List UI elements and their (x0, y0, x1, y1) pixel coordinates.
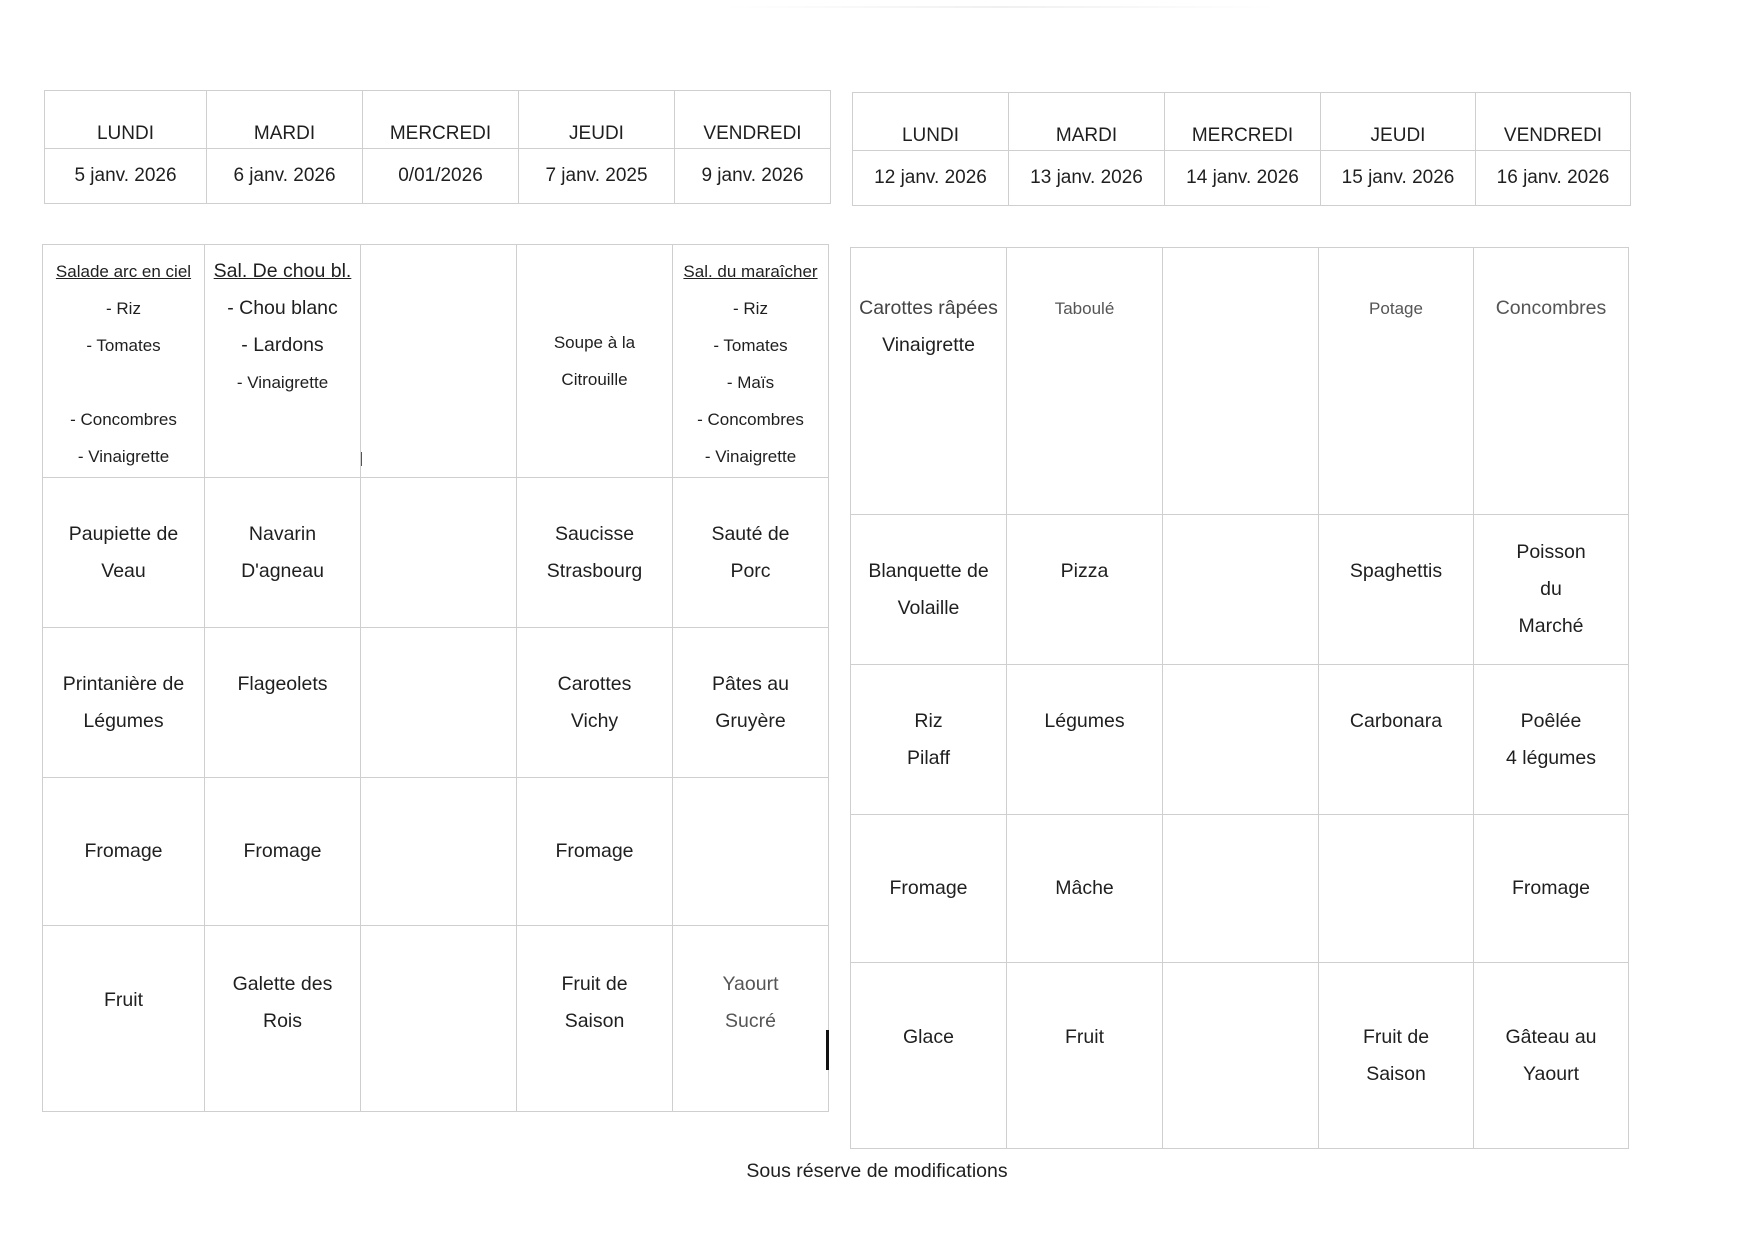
week1-lundi-dessert (43, 926, 205, 1112)
week1-lundi-cheese: Fromage (43, 778, 205, 926)
starter-item: - Vinaigrette (704, 447, 797, 466)
side-line: Carbonara (1349, 710, 1443, 732)
week1-day-lundi: LUNDI (45, 91, 207, 149)
week2-day-jeudi: JEUDI (1321, 93, 1476, 151)
week2-date-mercredi: 14 janv. 2026 (1165, 151, 1321, 206)
starter-item: - Vinaigrette (77, 447, 170, 466)
main-line: Spaghettis (1349, 560, 1443, 582)
week2-date-mardi: 13 janv. 2026 (1009, 151, 1165, 206)
week1-date-mardi: 6 janv. 2026 (207, 149, 363, 204)
main-line: Navarin (248, 522, 317, 545)
starter-line: Potage (1369, 299, 1423, 318)
week2-mercredi-cheese (1163, 815, 1319, 963)
week2-vendredi-dessert (1474, 963, 1629, 1149)
starter-item: - Concombres (697, 410, 804, 429)
week2-date-vendredi: 16 janv. 2026 (1476, 151, 1631, 206)
week2-jeudi-main (1319, 515, 1474, 665)
dessert-line: Galette des (232, 972, 333, 995)
week2-jeudi-side (1319, 665, 1474, 815)
week2-lundi-main (851, 515, 1007, 665)
main-line: Pizza (1060, 560, 1109, 582)
week2-vendredi-side (1474, 665, 1629, 815)
week2-date-jeudi: 15 janv. 2026 (1321, 151, 1476, 206)
starter-line: Concombres (1495, 297, 1607, 319)
week1-mercredi-dessert (361, 926, 517, 1112)
starter-line: Citrouille (561, 370, 628, 389)
week2-mardi-side (1007, 665, 1163, 815)
dessert-line: Fruit de (561, 972, 628, 995)
side-line: Légumes (83, 709, 164, 732)
week1-jeudi-starter (517, 245, 673, 478)
week2-jeudi-cheese (1319, 815, 1474, 963)
dessert-line: Saison (564, 1009, 625, 1032)
main-line: Strasbourg (546, 559, 643, 582)
week2-lundi-dessert (851, 963, 1007, 1149)
dessert-line: Gâteau au (1505, 1025, 1597, 1048)
main-line: Volaille (897, 596, 960, 619)
main-line: Marché (1518, 615, 1584, 637)
week2-day-lundi: LUNDI (853, 93, 1009, 151)
week1-day-vendredi: VENDREDI (675, 91, 831, 149)
week2-mardi-cheese: Mâche (1007, 815, 1163, 963)
week1-vendredi-starter (673, 245, 829, 478)
week1-mardi-starter (205, 245, 361, 478)
main-line: Paupiette de (68, 522, 179, 545)
dessert-line: Glace (903, 1026, 954, 1048)
week1-mardi-cheese: Fromage (205, 778, 361, 926)
week2-header-table (852, 92, 1631, 206)
main-line: du (1540, 578, 1562, 600)
side-line: 4 légumes (1506, 746, 1596, 769)
week1-mardi-dessert (205, 926, 361, 1112)
week1-jeudi-cheese: Fromage (517, 778, 673, 926)
dessert-line: Sucré (725, 1009, 776, 1032)
starter-item: - Concombres (70, 410, 177, 429)
week1-vendredi-dessert (673, 926, 829, 1112)
week2-jeudi-starter (1319, 248, 1474, 515)
week2-mardi-main (1007, 515, 1163, 665)
side-line: Poêlée (1520, 709, 1582, 732)
starter-item: - Maïs (726, 373, 775, 392)
week1-jeudi-main (517, 478, 673, 628)
starter-title: Sal. De chou bl. (213, 260, 352, 282)
week2-vendredi-cheese: Fromage (1474, 815, 1629, 963)
starter-item: - Riz (733, 299, 768, 318)
week2-vendredi-main (1474, 515, 1629, 665)
dessert-line: Saison (1366, 1062, 1426, 1085)
dessert-line: Fruit de (1362, 1025, 1430, 1048)
week1-jeudi-dessert (517, 926, 673, 1112)
week1-lundi-side (43, 628, 205, 778)
week1-day-mercredi: MERCREDI (363, 91, 519, 149)
main-line: D'agneau (241, 559, 324, 582)
side-line: Légumes (1044, 710, 1125, 732)
side-line: Carottes (557, 672, 632, 695)
starter-line: Carottes râpées (859, 297, 998, 319)
side-line: Gruyère (715, 709, 786, 732)
main-line: Blanquette de (868, 559, 989, 582)
week2-mercredi-starter (1163, 248, 1319, 515)
week2-lundi-starter (851, 248, 1007, 515)
week2-jeudi-dessert (1319, 963, 1474, 1149)
side-line: Printanière de (62, 672, 185, 695)
week1-lundi-starter (43, 245, 205, 478)
week2-menu-table (850, 247, 1629, 1149)
side-line: Vichy (570, 709, 619, 732)
week1-header-table (44, 90, 831, 204)
pen-mark (361, 452, 362, 466)
dessert-line: Rois (262, 1009, 302, 1032)
week2-day-mardi: MARDI (1009, 93, 1165, 151)
week2-day-vendredi: VENDREDI (1476, 93, 1631, 151)
side-line: Riz (914, 709, 943, 732)
week1-mardi-main (205, 478, 361, 628)
side-line: Pâtes au (712, 672, 789, 695)
week1-lundi-main (43, 478, 205, 628)
week2-date-lundi: 12 janv. 2026 (853, 151, 1009, 206)
dessert-line: Yaourt (1522, 1062, 1579, 1085)
main-line: Poisson (1516, 541, 1586, 563)
week2-mardi-dessert (1007, 963, 1163, 1149)
week1-mercredi-side (361, 628, 517, 778)
main-line: Saucisse (554, 522, 635, 545)
week1-mercredi-main (361, 478, 517, 628)
starter-title: Sal. du maraîcher (683, 262, 818, 281)
starter-line: Taboulé (1054, 299, 1115, 318)
week1-day-mardi: MARDI (207, 91, 363, 149)
side-line: Flageolets (237, 673, 328, 695)
week2-mercredi-main (1163, 515, 1319, 665)
starter-item: - Riz (106, 299, 141, 318)
starter-line: Soupe à la (553, 333, 636, 352)
week1-vendredi-main (673, 478, 829, 628)
week1-vendredi-cheese (673, 778, 829, 926)
starter-item: - Tomates (713, 336, 788, 355)
dessert-line: Fruit (1065, 1026, 1104, 1048)
starter-item: - Tomates (86, 336, 161, 355)
dessert-line: Yaourt (722, 972, 779, 995)
week1-menu-table (42, 244, 829, 1112)
disclaimer-footer: Sous réserve de modifications (746, 1160, 1008, 1182)
starter-item: - Vinaigrette (236, 373, 329, 392)
week1-date-mercredi: 0/01/2026 (363, 149, 519, 204)
week2-lundi-side (851, 665, 1007, 815)
week2-day-mercredi: MERCREDI (1165, 93, 1321, 151)
week2-mercredi-side (1163, 665, 1319, 815)
scan-smudge (720, 6, 1280, 8)
starter-title: Salade arc en ciel (55, 262, 192, 281)
side-line: Pilaff (907, 746, 950, 769)
week2-mardi-starter (1007, 248, 1163, 515)
week2-lundi-cheese: Fromage (851, 815, 1007, 963)
week1-date-lundi: 5 janv. 2026 (45, 149, 207, 204)
week1-mardi-side (205, 628, 361, 778)
week2-vendredi-starter (1474, 248, 1629, 515)
main-line: Porc (730, 559, 771, 582)
starter-item: - Chou blanc (227, 297, 338, 319)
week1-date-vendredi: 9 janv. 2026 (675, 149, 831, 204)
starter-item: - Lardons (241, 334, 324, 356)
week1-jeudi-side (517, 628, 673, 778)
week1-vendredi-side (673, 628, 829, 778)
week2-mercredi-dessert (1163, 963, 1319, 1149)
dessert-line: Fruit (104, 989, 143, 1011)
week1-day-jeudi: JEUDI (519, 91, 675, 149)
main-line: Sauté de (711, 522, 790, 545)
pen-mark (826, 1030, 829, 1070)
starter-line: Vinaigrette (882, 334, 975, 356)
main-line: Veau (101, 559, 146, 582)
week1-date-jeudi: 7 janv. 2025 (519, 149, 675, 204)
week1-mercredi-cheese (361, 778, 517, 926)
week1-mercredi-starter (361, 245, 517, 478)
